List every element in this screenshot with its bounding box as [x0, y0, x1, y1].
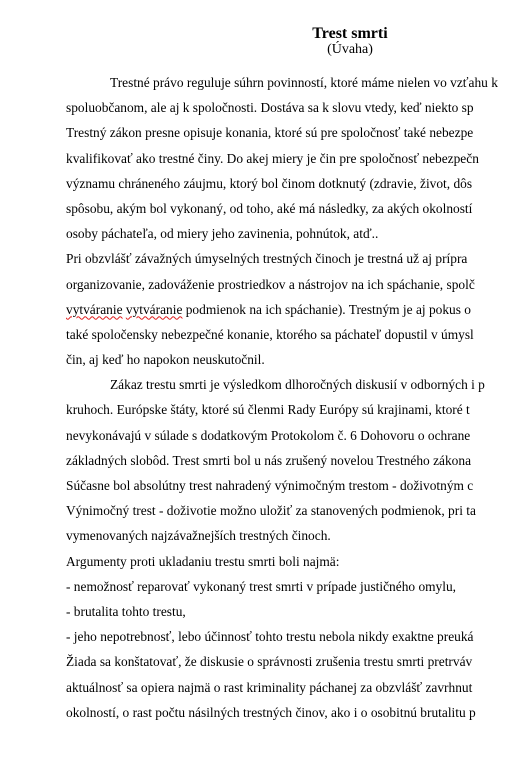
paragraph — [66, 549, 524, 725]
document-body — [66, 70, 524, 725]
text-line: Žiada sa konštatovať, že diskusie o správnosti zrušenia trestu smrti pretrváv — [66, 654, 473, 670]
text-line: kruhoch. Európske štáty, ktoré sú členmi Rady Európy sú krajinami, ktoré t — [66, 402, 470, 418]
spellcheck-flagged-word: vytváranie — [66, 301, 123, 317]
text-line: základných slobôd. Trest smrti bol u nás zrušený novelou Trestného zákona — [66, 452, 472, 468]
text-line: Trestné právo reguluje súhrn povinností, ktoré máme nielen vo vzťahu k — [110, 75, 498, 90]
text-line: spôsobu, akým bol vykonaný, od toho, aké má následky, za akých okolností — [66, 200, 473, 216]
paragraph — [66, 70, 524, 246]
text-line: aktuálnosť sa opiera najmä o rast kriminality páchanej za obzvlášť zavrhnut — [66, 679, 473, 695]
text-line: Zákaz trestu smrti je výsledkom dlhoročných diskusií v odborných i p — [110, 377, 485, 393]
text-line: okolností, o rast počtu násilných trestných činov, ako i o osobitnú brutalitu p — [66, 704, 476, 720]
text-line: také spoločensky nebezpečné konanie, ktorého sa páchateľ dopustil v úmysl — [66, 326, 474, 342]
text-line: čin, aj keď ho napokon neuskutočnil. — [66, 352, 265, 368]
text-line: organizovanie, zadováženie prostriedkov a nástrojov na ich spáchanie, spolč — [66, 276, 475, 292]
paragraph — [66, 246, 524, 372]
text-line: - jeho nepotrebnosť, lebo účinnosť tohto trestu nebola nikdy exaktne preuká — [66, 629, 474, 645]
document-subtitle: (Úvaha) — [327, 42, 373, 57]
spellcheck-flagged-word: vytváranie — [125, 301, 183, 317]
text-line: kvalifikovať ako trestné činy. Do akej miery je čin pre spoločnosť nebezpečn — [66, 150, 479, 166]
text-line: významu chráneného záujmu, ktorý bol činom dotknutý (zdravie, život, dôs — [66, 175, 473, 191]
text-line: Výnimočný trest - doživotie možno uložiť za stanovených podmienok, pri ta — [66, 503, 476, 519]
text-line: - brutalita tohto trestu, — [66, 603, 186, 619]
text-line: Súčasne bol absolútny trest nahradený výnimočným trestom - doživotným c — [66, 478, 474, 493]
text-line: - nemožnosť reparovať vykonaný trest smrti v prípade justičného omylu, — [66, 578, 457, 594]
paragraph — [66, 372, 524, 548]
text-line: vymenovaných najzávažnejších trestných činoch. — [66, 528, 331, 544]
document-title: Trest smrti — [312, 25, 388, 42]
text-line: Argumenty proti ukladaniu trestu smrti boli najmä: — [66, 553, 340, 569]
text-line: Pri obzvlášť závažných úmyselných trestných činoch je trestná už aj prípra — [66, 251, 468, 267]
text-line: vytváranie vytváranie podmienok na ich spáchanie). Trestným je aj pokus o — [66, 301, 471, 317]
text-line: osoby páchateľa, od miery jeho zavinenia, pohnútok, atď.. — [66, 226, 379, 242]
text-line: nevykonávajú v súlade s dodatkovým Protokolom č. 6 Dohovoru o ochrane — [66, 427, 471, 443]
text-line: Trestný zákon presne opisuje konania, ktoré sú pre spoločnosť také nebezpe — [66, 125, 474, 141]
text-line: spoluobčanom, ale aj k spoločnosti. Dostáva sa k slovu vtedy, keď niekto sp — [66, 100, 474, 116]
